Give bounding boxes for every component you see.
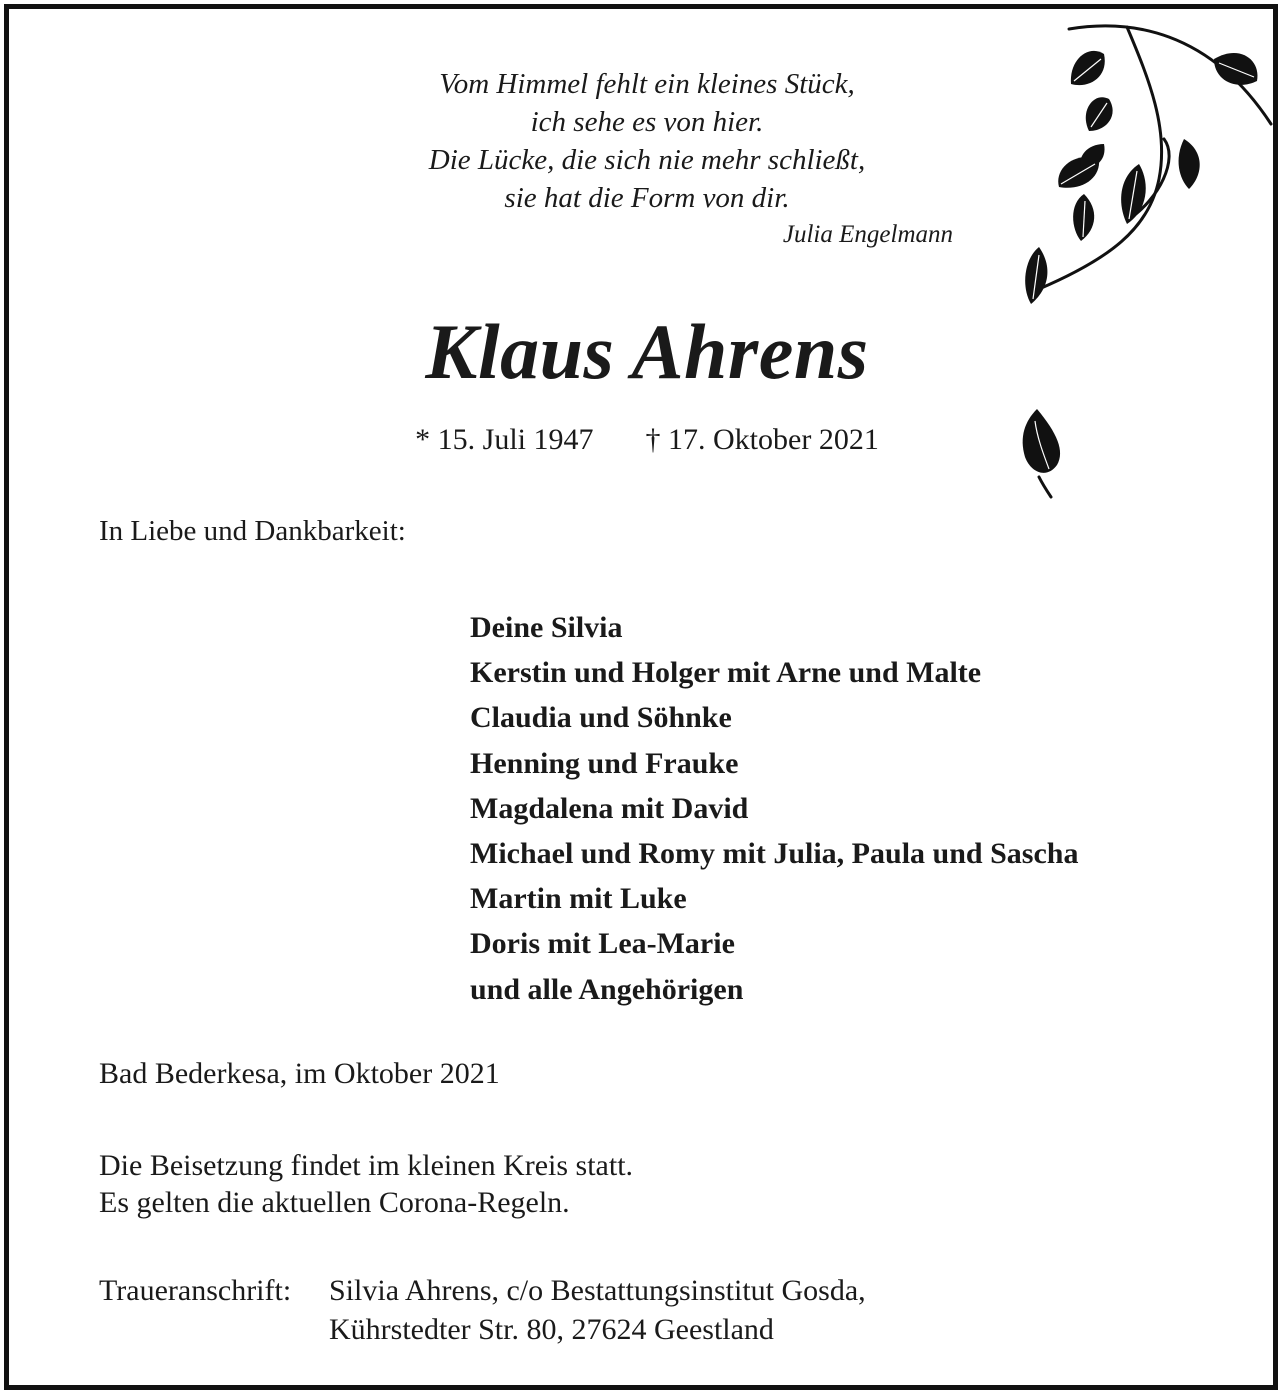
mourner-entry: Kerstin und Holger mit Arne und Malte <box>470 656 982 690</box>
leaf-branch-icon <box>1009 19 1279 309</box>
mourner-entry: Magdalena mit David <box>470 791 749 825</box>
address-label: Traueranschrift: <box>99 1274 292 1307</box>
mourner-entry: Henning und Frauke <box>470 746 739 780</box>
falling-leaf-icon <box>1017 407 1065 499</box>
poem-author: Julia Engelmann <box>782 221 953 248</box>
funeral-notice <box>99 1147 633 1221</box>
intro-text: In Liebe und Dankbarkeit: <box>99 515 406 547</box>
mourner-entry: Claudia und Söhnke <box>470 701 732 735</box>
mourners-list <box>470 605 1078 1012</box>
mourner-entry: Doris mit Lea-Marie <box>470 927 735 961</box>
funeral-line: Die Beisetzung findet im kleinen Kreis statt. <box>99 1149 634 1182</box>
mourner-entry: und alle Angehörigen <box>470 972 744 1006</box>
poem-line: Die Lücke, die sich nie mehr schließt, <box>428 144 866 176</box>
deceased-name: Klaus Ahrens <box>425 308 869 395</box>
mourning-address <box>99 1271 866 1349</box>
poem-line: sie hat die Form von dir. <box>504 182 790 214</box>
poem-line: Vom Himmel fehlt ein kleines Stück, <box>439 68 855 100</box>
place-date: Bad Bederkesa, im Oktober 2021 <box>99 1057 500 1090</box>
funeral-line: Es gelten die aktuellen Corona-Regeln. <box>99 1186 570 1219</box>
mourner-entry: Deine Silvia <box>470 611 623 644</box>
death-date: † 17. Oktober 2021 <box>645 423 879 456</box>
obituary-frame <box>4 4 1278 1390</box>
birth-date: * 15. Juli 1947 <box>415 423 594 456</box>
mourner-entry: Michael und Romy mit Julia, Paula und Sascha <box>470 837 1079 871</box>
poem-line: ich sehe es von hier. <box>530 106 764 138</box>
address-line: Silvia Ahrens, c/o Bestattungsinstitut Gosda, <box>329 1274 866 1307</box>
life-dates <box>9 423 1280 457</box>
address-line: Kührstedter Str. 80, 27624 Geestland <box>329 1313 774 1346</box>
mourner-entry: Martin mit Luke <box>470 882 687 916</box>
